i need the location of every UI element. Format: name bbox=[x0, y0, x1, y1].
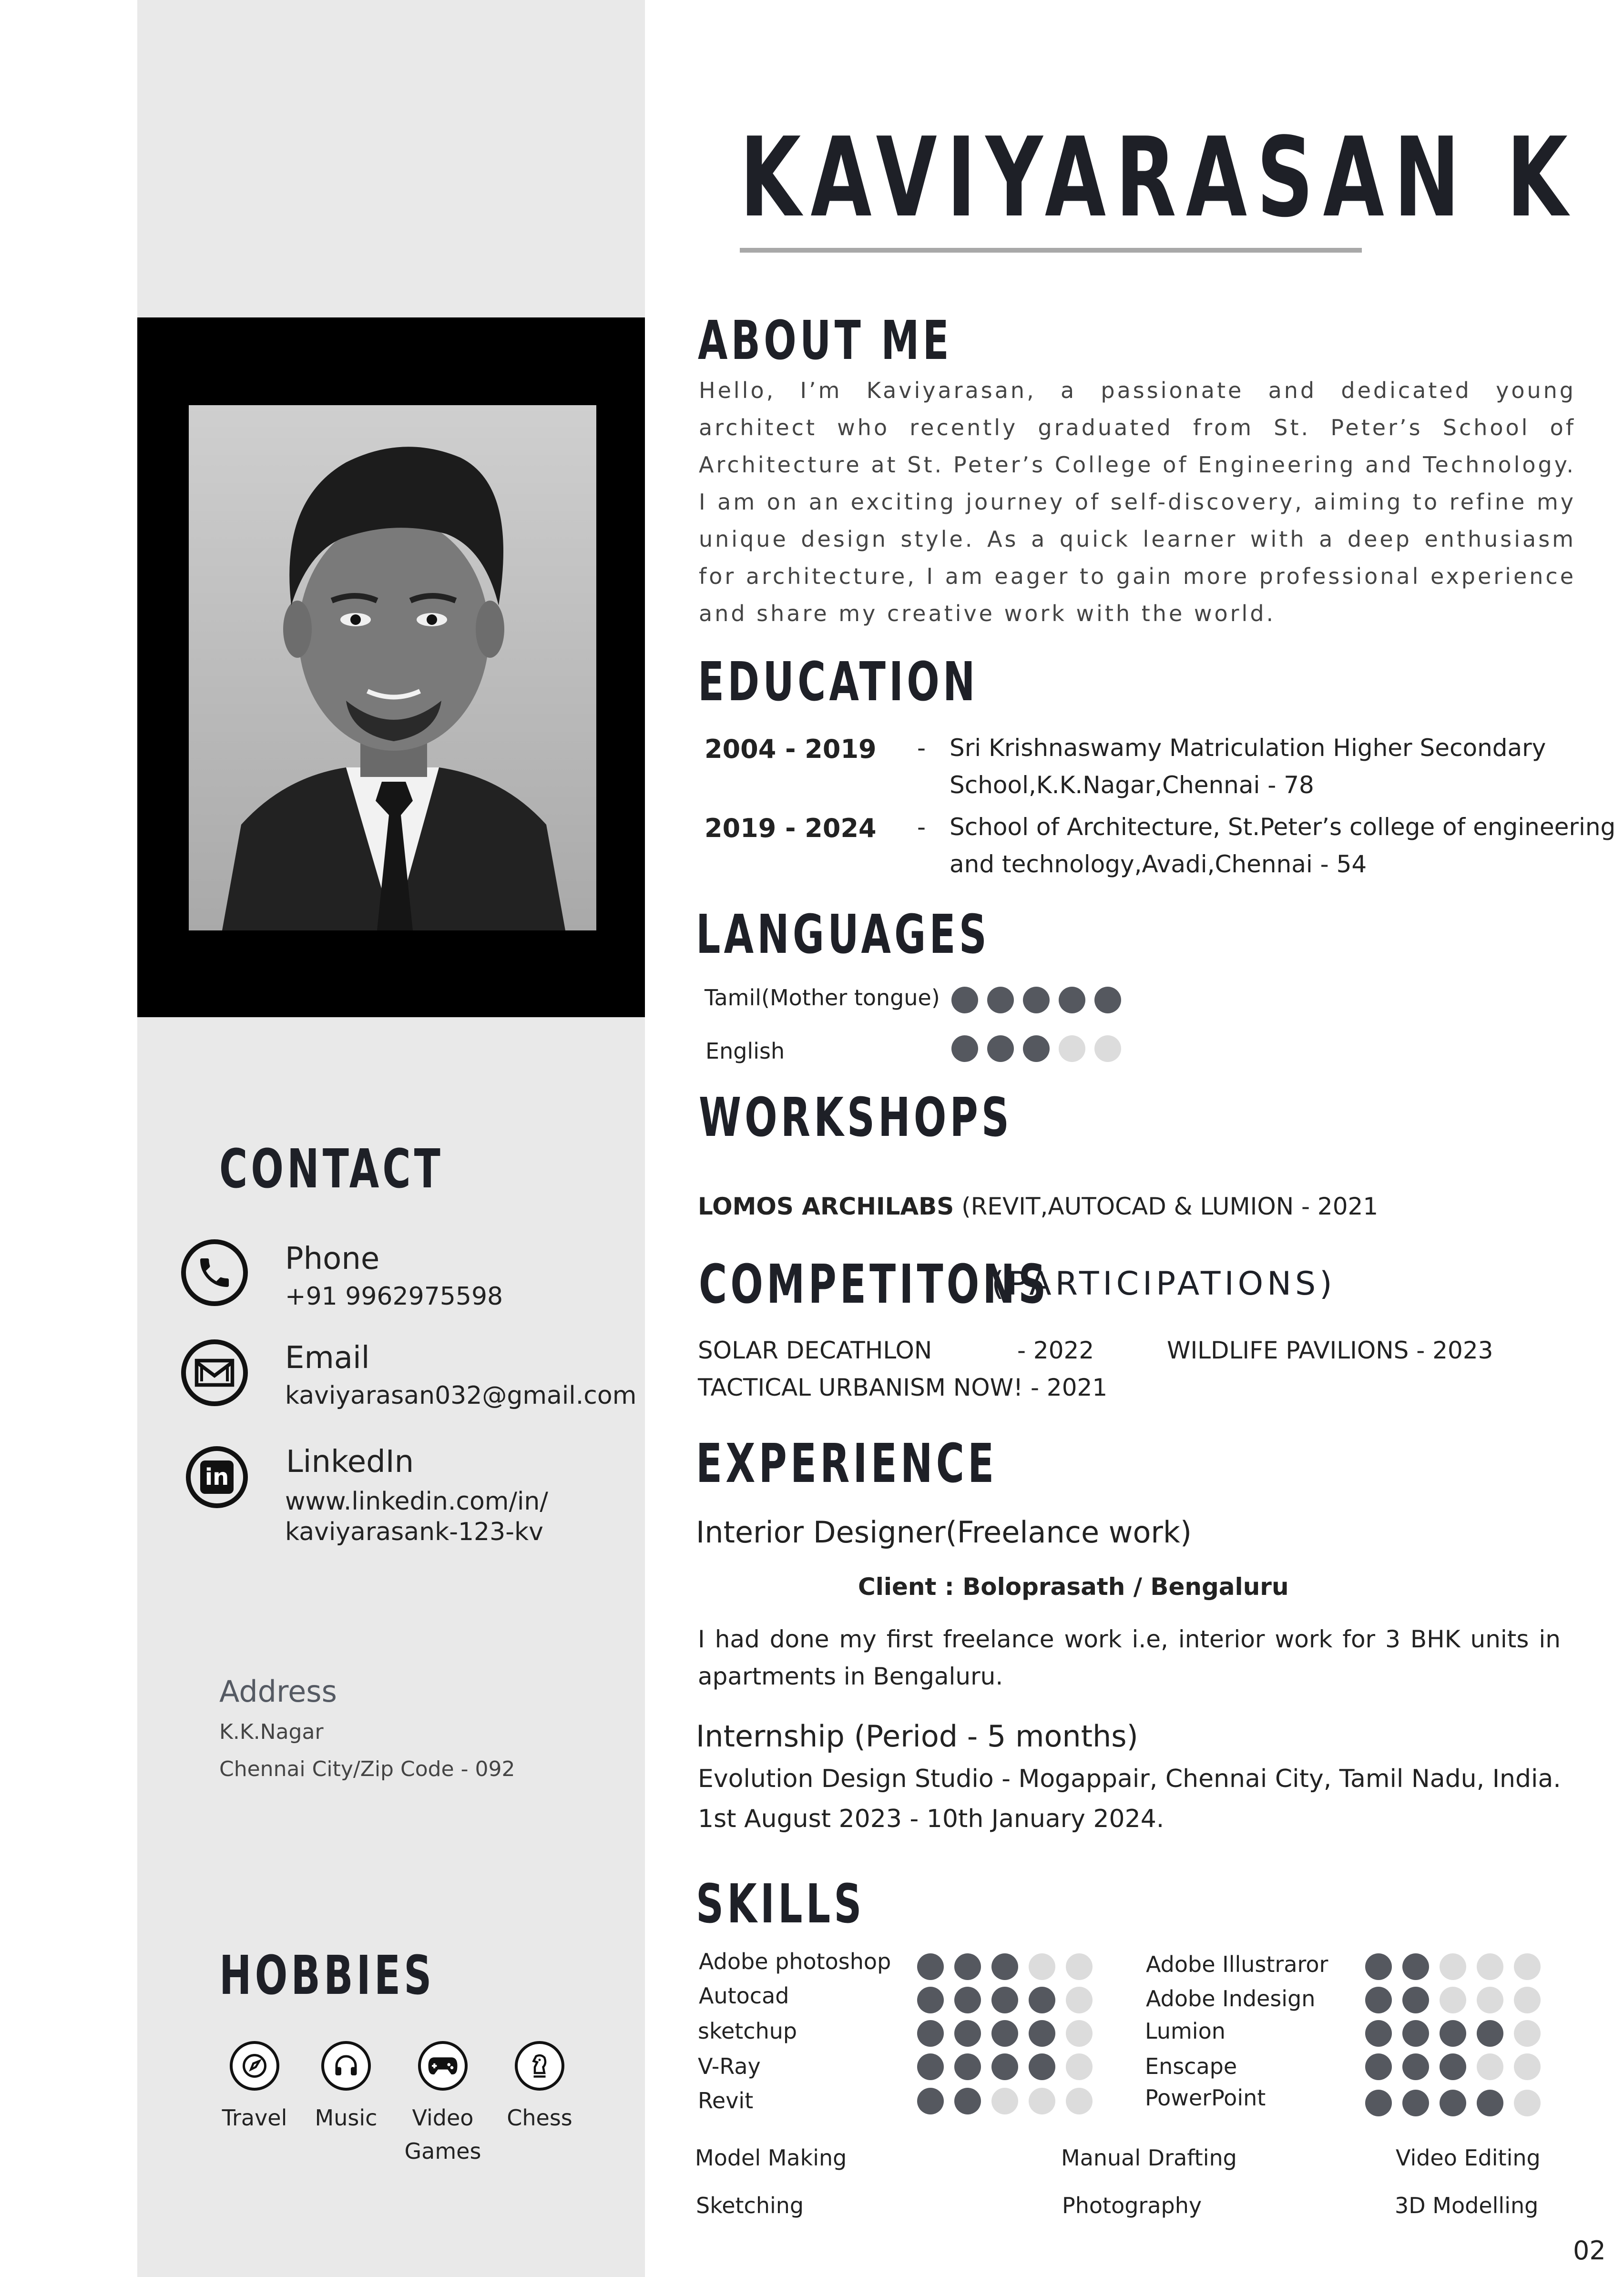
email-label: Email bbox=[285, 1340, 370, 1376]
rating-dot-filled bbox=[1365, 2053, 1392, 2080]
competition-solar-decathlon: SOLAR DECATHLON bbox=[698, 1337, 932, 1364]
language-english: English bbox=[705, 1038, 785, 1064]
address-line2: Chennai City/Zip Code - 092 bbox=[219, 1757, 515, 1781]
page-number: 02 bbox=[1573, 2236, 1606, 2266]
competitions-subheading: (PARTICIPATIONS) bbox=[991, 1265, 1336, 1303]
language-tamil: Tamil(Mother tongue) bbox=[705, 985, 940, 1011]
chess-knight-icon bbox=[515, 2041, 564, 2091]
rating-dot-filled bbox=[917, 2053, 944, 2080]
skill-vray-rating bbox=[917, 2053, 1093, 2080]
rating-dot-empty bbox=[1477, 1953, 1503, 1980]
education-dash-1: - bbox=[917, 734, 926, 762]
rating-dot-empty bbox=[1066, 1987, 1093, 2013]
rating-dot-filled bbox=[1023, 987, 1050, 1013]
about-heading: ABOUT ME bbox=[698, 310, 952, 372]
skill-manual-drafting: Manual Drafting bbox=[1061, 2145, 1237, 2171]
phone-number[interactable]: +91 9962975598 bbox=[285, 1282, 503, 1311]
hobby-video-games-label-2: Games bbox=[404, 2138, 481, 2164]
skill-sketchup-rating bbox=[917, 2020, 1093, 2047]
hobby-video-games-label-1: Video bbox=[412, 2105, 474, 2131]
internship-dates: 1st August 2023 - 10th January 2024. bbox=[698, 1805, 1164, 1833]
rating-dot-filled bbox=[917, 2088, 944, 2114]
rating-dot-filled bbox=[987, 987, 1014, 1013]
rating-dot-filled bbox=[1059, 987, 1085, 1013]
rating-dot-filled bbox=[1402, 1953, 1429, 1980]
competition-solar-decathlon-year: - 2022 bbox=[1017, 1337, 1094, 1364]
education-school-1-line1: Sri Krishnaswamy Matriculation Higher Secondary bbox=[950, 734, 1546, 762]
skill-illustrator-rating bbox=[1365, 1953, 1541, 1980]
rating-dot-filled bbox=[1477, 2020, 1503, 2047]
rating-dot-filled bbox=[954, 1953, 981, 1980]
rating-dot-empty bbox=[1514, 1987, 1541, 2013]
skill-illustrator: Adobe Illustraror bbox=[1146, 1951, 1328, 1977]
skill-model-making: Model Making bbox=[695, 2145, 847, 2171]
hobby-music-label: Music bbox=[315, 2105, 378, 2131]
education-years-1: 2004 - 2019 bbox=[705, 734, 877, 764]
skill-indesign-rating bbox=[1365, 1987, 1541, 2013]
name-divider bbox=[740, 248, 1362, 253]
rating-dot-filled bbox=[954, 2053, 981, 2080]
rating-dot-empty bbox=[991, 2088, 1018, 2114]
internship-title: Internship (Period - bbox=[696, 1719, 987, 1754]
rating-dot-empty bbox=[1477, 2053, 1503, 2080]
rating-dot-empty bbox=[1440, 1953, 1466, 1980]
gamepad-icon bbox=[418, 2041, 468, 2091]
skill-powerpoint: PowerPoint bbox=[1145, 2085, 1266, 2111]
rating-dot-filled bbox=[1440, 2020, 1466, 2047]
education-school-1-line2: School,K.K.Nagar,Chennai - 78 bbox=[950, 771, 1314, 799]
rating-dot-empty bbox=[1094, 1035, 1121, 1062]
rating-dot-filled bbox=[954, 2020, 981, 2047]
rating-dot-empty bbox=[1029, 2088, 1055, 2114]
hobby-travel-label: Travel bbox=[222, 2105, 287, 2131]
competition-tactical-urbanism: TACTICAL URBANISM NOW! - 2021 bbox=[698, 1374, 1108, 1401]
skill-enscape: Enscape bbox=[1145, 2053, 1237, 2079]
rating-dot-filled bbox=[954, 2088, 981, 2114]
rating-dot-empty bbox=[1477, 1987, 1503, 2013]
rating-dot-filled bbox=[1402, 2020, 1429, 2047]
rating-dot-filled bbox=[1365, 2090, 1392, 2116]
rating-dot-filled bbox=[987, 1035, 1014, 1062]
rating-dot-empty bbox=[1066, 2020, 1093, 2047]
rating-dot-filled bbox=[1365, 2020, 1392, 2047]
skill-lumion-rating bbox=[1365, 2020, 1541, 2047]
rating-dot-filled bbox=[917, 2020, 944, 2047]
competition-wildlife-pavilions: WILDLIFE PAVILIONS - 2023 bbox=[1167, 1337, 1493, 1364]
internship-company: Evolution Design Studio - Mogappair, Chennai City, Tamil Nadu, India. bbox=[698, 1765, 1561, 1793]
rating-dot-filled bbox=[917, 1953, 944, 1980]
rating-dot-empty bbox=[1514, 2090, 1541, 2116]
linkedin-url-line1[interactable]: www.linkedin.com/in/ bbox=[285, 1487, 548, 1516]
rating-dot-filled bbox=[1440, 2090, 1466, 2116]
skill-sketching: Sketching bbox=[696, 2193, 804, 2218]
skill-photoshop-rating bbox=[917, 1953, 1093, 1980]
rating-dot-empty bbox=[1066, 2053, 1093, 2080]
experience-client: Client : Boloprasath / Bengaluru bbox=[858, 1573, 1289, 1601]
workshop-organizer: LOMOS ARCHILABS bbox=[698, 1193, 954, 1220]
profile-photo bbox=[189, 405, 596, 930]
education-dash-2: - bbox=[917, 813, 926, 841]
language-english-rating bbox=[951, 1035, 1121, 1062]
experience-heading: EXPERIENCE bbox=[696, 1433, 998, 1495]
experience-role-freelance: Interior Designer(Freelance work) bbox=[696, 1515, 1192, 1550]
skill-video-editing: Video Editing bbox=[1396, 2145, 1541, 2171]
languages-heading: LANGUAGES bbox=[696, 904, 991, 966]
rating-dot-filled bbox=[1402, 1987, 1429, 2013]
rating-dot-filled bbox=[1094, 987, 1121, 1013]
skills-heading: SKILLS bbox=[696, 1873, 865, 1935]
address-line1: K.K.Nagar bbox=[219, 1720, 324, 1744]
rating-dot-filled bbox=[1023, 1035, 1050, 1062]
phone-label: Phone bbox=[285, 1241, 380, 1276]
education-years-2: 2019 - 2024 bbox=[705, 813, 877, 843]
competitions-heading: COMPETITONS bbox=[699, 1254, 1050, 1316]
rating-dot-filled bbox=[1440, 2053, 1466, 2080]
skill-autocad-rating bbox=[917, 1987, 1093, 2013]
rating-dot-empty bbox=[1514, 2053, 1541, 2080]
skill-indesign: Adobe Indesign bbox=[1146, 1986, 1316, 2012]
internship-period: 5 months) bbox=[987, 1719, 1138, 1754]
rating-dot-filled bbox=[1402, 2090, 1429, 2116]
rating-dot-filled bbox=[1402, 2053, 1429, 2080]
about-text: Hello, I’m Kaviyarasan, a passionate and dedicated young architect who recently graduated from St. Peter’s School of Architecture at St. Peter’s College of Engineering and Technology. I am on an exciting journey of self-discovery, aiming to refine my unique design style. As a quick learner with a deep enthusiasm for architecture, I am eager to gain more professional experience and share my creative work with the world. bbox=[699, 378, 1576, 626]
linkedin-url-line2[interactable]: kaviyarasank-123-kv bbox=[285, 1518, 543, 1546]
workshop-details: (REVIT,AUTOCAD & LUMION - 2021 bbox=[954, 1193, 1379, 1220]
rating-dot-filled bbox=[1365, 1953, 1392, 1980]
rating-dot-filled bbox=[1365, 1987, 1392, 2013]
skill-lumion: Lumion bbox=[1145, 2018, 1226, 2044]
email-icon bbox=[181, 1339, 248, 1406]
music-icon bbox=[321, 2041, 371, 2091]
rating-dot-empty bbox=[1059, 1035, 1085, 1062]
workshops-heading: WORKSHOPS bbox=[699, 1087, 1013, 1149]
rating-dot-empty bbox=[1029, 1953, 1055, 1980]
travel-icon bbox=[230, 2041, 279, 2091]
skill-enscape-rating bbox=[1365, 2053, 1541, 2080]
experience-role-internship bbox=[696, 1719, 1138, 1754]
rating-dot-filled bbox=[991, 1987, 1018, 2013]
workshop-item bbox=[698, 1193, 1378, 1220]
experience-freelance-description: I had done my first freelance work i.e, interior work for 3 BHK units in apartments in Bengaluru. bbox=[698, 1625, 1561, 1690]
skill-revit-rating bbox=[917, 2088, 1093, 2114]
linkedin-label: LinkedIn bbox=[286, 1444, 414, 1480]
education-heading: EDUCATION bbox=[698, 651, 979, 713]
rating-dot-filled bbox=[951, 987, 978, 1013]
rating-dot-filled bbox=[917, 1987, 944, 2013]
rating-dot-filled bbox=[1029, 1987, 1055, 2013]
email-address[interactable]: kaviyarasan032@gmail.com bbox=[285, 1381, 637, 1410]
rating-dot-filled bbox=[991, 2053, 1018, 2080]
skill-photography: Photography bbox=[1062, 2193, 1202, 2218]
rating-dot-filled bbox=[1477, 2090, 1503, 2116]
rating-dot-filled bbox=[991, 1953, 1018, 1980]
rating-dot-filled bbox=[954, 1987, 981, 2013]
hobbies-heading: HOBBIES bbox=[219, 1945, 435, 2007]
name-title: KAVIYARASAN K bbox=[740, 114, 1578, 242]
address-label: Address bbox=[219, 1674, 337, 1709]
education-school-2-line1: School of Architecture, St.Peter’s college of engineering bbox=[950, 813, 1616, 841]
rating-dot-empty bbox=[1514, 1953, 1541, 1980]
skill-vray: V-Ray bbox=[698, 2053, 761, 2079]
linkedin-icon: in bbox=[186, 1446, 248, 1508]
hobby-chess-label: Chess bbox=[507, 2105, 572, 2131]
rating-dot-empty bbox=[1514, 2020, 1541, 2047]
skill-autocad: Autocad bbox=[699, 1983, 789, 2009]
skill-sketchup: sketchup bbox=[698, 2018, 797, 2044]
rating-dot-filled bbox=[1029, 2020, 1055, 2047]
education-school-2-line2: and technology,Avadi,Chennai - 54 bbox=[950, 850, 1367, 878]
skill-powerpoint-rating bbox=[1365, 2090, 1541, 2116]
rating-dot-empty bbox=[1066, 1953, 1093, 1980]
phone-icon bbox=[181, 1239, 248, 1306]
skill-photoshop: Adobe photoshop bbox=[699, 1949, 891, 1974]
rating-dot-filled bbox=[951, 1035, 978, 1062]
contact-heading: CONTACT bbox=[219, 1138, 444, 1200]
rating-dot-empty bbox=[1440, 1987, 1466, 2013]
rating-dot-filled bbox=[991, 2020, 1018, 2047]
skill-3d-modelling: 3D Modelling bbox=[1395, 2193, 1539, 2218]
rating-dot-empty bbox=[1066, 2088, 1093, 2114]
language-tamil-rating bbox=[951, 987, 1121, 1013]
skill-revit: Revit bbox=[698, 2088, 754, 2114]
rating-dot-filled bbox=[1029, 2053, 1055, 2080]
